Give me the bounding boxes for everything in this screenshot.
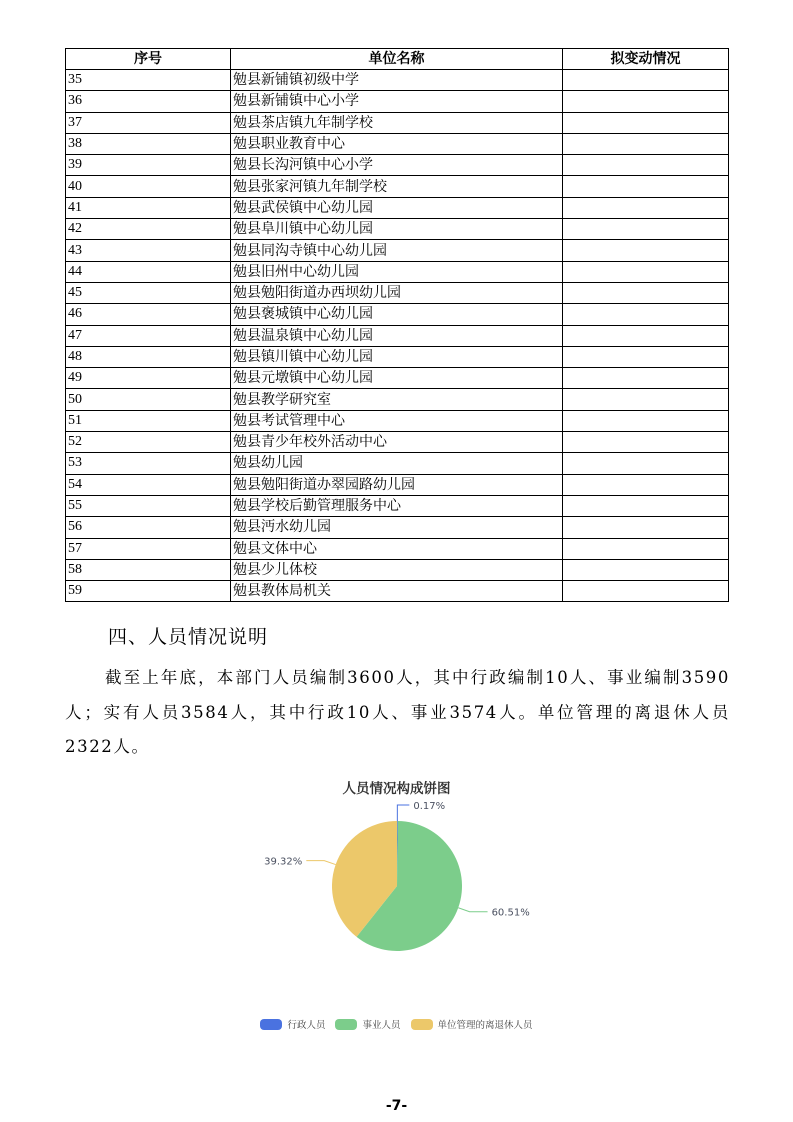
serial-cell: 58 bbox=[66, 559, 231, 580]
unit-name-cell: 勉县同沟寺镇中心幼儿园 bbox=[231, 240, 563, 261]
unit-name-cell: 勉县教体局机关 bbox=[231, 581, 563, 602]
table-row bbox=[66, 581, 729, 602]
unit-name-cell: 勉县张家河镇九年制学校 bbox=[231, 176, 563, 197]
table-row bbox=[66, 155, 729, 176]
serial-cell: 35 bbox=[66, 70, 231, 91]
change-cell bbox=[563, 112, 729, 133]
serial-cell: 56 bbox=[66, 517, 231, 538]
serial-cell: 57 bbox=[66, 538, 231, 559]
serial-cell: 55 bbox=[66, 495, 231, 516]
unit-name-cell: 勉县新铺镇中心小学 bbox=[231, 91, 563, 112]
serial-cell: 54 bbox=[66, 474, 231, 495]
change-cell bbox=[563, 282, 729, 303]
table-row bbox=[66, 70, 729, 91]
change-cell bbox=[563, 432, 729, 453]
change-cell bbox=[563, 474, 729, 495]
table-row bbox=[66, 559, 729, 580]
unit-name-cell: 勉县教学研究室 bbox=[231, 389, 563, 410]
change-cell bbox=[563, 304, 729, 325]
table-row bbox=[66, 91, 729, 112]
unit-name-cell: 勉县勉阳街道办西坝幼儿园 bbox=[231, 282, 563, 303]
unit-name-cell: 勉县茶店镇九年制学校 bbox=[231, 112, 563, 133]
pie-data-label: 60.51% bbox=[491, 907, 530, 919]
serial-cell: 40 bbox=[66, 176, 231, 197]
page-number: -7- bbox=[385, 1098, 408, 1114]
serial-cell: 51 bbox=[66, 410, 231, 431]
table-row bbox=[66, 410, 729, 431]
legend-swatch-icon bbox=[260, 1019, 282, 1030]
table-row bbox=[66, 176, 729, 197]
pie-leader-line bbox=[458, 908, 487, 912]
header-serial: 序号 bbox=[66, 49, 231, 70]
change-cell bbox=[563, 389, 729, 410]
serial-cell: 49 bbox=[66, 368, 231, 389]
unit-name-cell: 勉县沔水幼儿园 bbox=[231, 517, 563, 538]
table-row bbox=[66, 304, 729, 325]
unit-name-cell: 勉县温泉镇中心幼儿园 bbox=[231, 325, 563, 346]
table-row bbox=[66, 133, 729, 154]
table-row bbox=[66, 282, 729, 303]
units-table bbox=[65, 48, 729, 602]
legend-label: 单位管理的离退休人员 bbox=[437, 1020, 533, 1031]
table-row bbox=[66, 538, 729, 559]
unit-name-cell: 勉县褒城镇中心幼儿园 bbox=[231, 304, 563, 325]
unit-name-cell: 勉县幼儿园 bbox=[231, 453, 563, 474]
change-cell bbox=[563, 453, 729, 474]
serial-cell: 37 bbox=[66, 112, 231, 133]
unit-name-cell: 勉县长沟河镇中心小学 bbox=[231, 155, 563, 176]
table-row bbox=[66, 453, 729, 474]
table-row bbox=[66, 432, 729, 453]
unit-name-cell: 勉县旧州中心幼儿园 bbox=[231, 261, 563, 282]
table-row bbox=[66, 325, 729, 346]
pie-leader-line bbox=[306, 861, 335, 865]
serial-cell: 48 bbox=[66, 346, 231, 367]
unit-name-cell: 勉县阜川镇中心幼儿园 bbox=[231, 219, 563, 240]
unit-name-cell: 勉县武侯镇中心幼儿园 bbox=[231, 197, 563, 218]
serial-cell: 41 bbox=[66, 197, 231, 218]
unit-name-cell: 勉县考试管理中心 bbox=[231, 410, 563, 431]
table-row bbox=[66, 219, 729, 240]
table-row bbox=[66, 240, 729, 261]
change-cell bbox=[563, 219, 729, 240]
unit-name-cell: 勉县少儿体校 bbox=[231, 559, 563, 580]
change-cell bbox=[563, 70, 729, 91]
serial-cell: 43 bbox=[66, 240, 231, 261]
unit-name-cell: 勉县镇川镇中心幼儿园 bbox=[231, 346, 563, 367]
chart-title: 人员情况构成饼图 bbox=[342, 781, 451, 797]
serial-cell: 47 bbox=[66, 325, 231, 346]
legend-item[interactable] bbox=[335, 1017, 400, 1031]
legend-item[interactable] bbox=[411, 1017, 533, 1031]
pie-chart bbox=[250, 795, 550, 975]
unit-name-cell: 勉县学校后勤管理服务中心 bbox=[231, 495, 563, 516]
serial-cell: 52 bbox=[66, 432, 231, 453]
change-cell bbox=[563, 133, 729, 154]
table-row bbox=[66, 389, 729, 410]
unit-name-cell: 勉县青少年校外活动中心 bbox=[231, 432, 563, 453]
legend-swatch-icon bbox=[411, 1019, 433, 1030]
change-cell bbox=[563, 325, 729, 346]
change-cell bbox=[563, 410, 729, 431]
legend-label: 行政人员 bbox=[287, 1020, 326, 1031]
change-cell bbox=[563, 91, 729, 112]
serial-cell: 38 bbox=[66, 133, 231, 154]
table-row bbox=[66, 346, 729, 367]
change-cell bbox=[563, 559, 729, 580]
table-row bbox=[66, 495, 729, 516]
change-cell bbox=[563, 346, 729, 367]
header-unit-name: 单位名称 bbox=[231, 49, 563, 70]
legend-swatch-icon bbox=[335, 1019, 357, 1030]
table-row bbox=[66, 112, 729, 133]
legend-item[interactable] bbox=[260, 1017, 325, 1031]
table-row bbox=[66, 197, 729, 218]
table-row bbox=[66, 368, 729, 389]
table-row bbox=[66, 474, 729, 495]
legend-label: 事业人员 bbox=[362, 1020, 401, 1031]
change-cell bbox=[563, 155, 729, 176]
change-cell bbox=[563, 261, 729, 282]
header-planned-change: 拟变动情况 bbox=[563, 49, 729, 70]
change-cell bbox=[563, 581, 729, 602]
serial-cell: 59 bbox=[66, 581, 231, 602]
change-cell bbox=[563, 240, 729, 261]
unit-name-cell: 勉县职业教育中心 bbox=[231, 133, 563, 154]
serial-cell: 42 bbox=[66, 219, 231, 240]
serial-cell: 50 bbox=[66, 389, 231, 410]
serial-cell: 46 bbox=[66, 304, 231, 325]
serial-cell: 44 bbox=[66, 261, 231, 282]
unit-name-cell: 勉县元墩镇中心幼儿园 bbox=[231, 368, 563, 389]
unit-name-cell: 勉县新铺镇初级中学 bbox=[231, 70, 563, 91]
change-cell bbox=[563, 176, 729, 197]
pie-data-label: 39.32% bbox=[264, 856, 303, 868]
serial-cell: 53 bbox=[66, 453, 231, 474]
change-cell bbox=[563, 368, 729, 389]
unit-name-cell: 勉县文体中心 bbox=[231, 538, 563, 559]
staff-paragraph: 截至上年底，本部门人员编制3600人，其中行政编制10人、事业编制3590人；实有人员3584人，其中行政10人、事业3574人。单位管理的离退休人员2322人。 bbox=[65, 668, 730, 756]
change-cell bbox=[563, 517, 729, 538]
change-cell bbox=[563, 197, 729, 218]
pie-data-label: 0.17% bbox=[413, 801, 446, 812]
serial-cell: 45 bbox=[66, 282, 231, 303]
table-header-row bbox=[66, 49, 729, 70]
chart-legend bbox=[0, 1017, 793, 1031]
table-row bbox=[66, 261, 729, 282]
table-row bbox=[66, 517, 729, 538]
section-title: 四、人员情况说明 bbox=[108, 626, 269, 648]
serial-cell: 39 bbox=[66, 155, 231, 176]
change-cell bbox=[563, 538, 729, 559]
change-cell bbox=[563, 495, 729, 516]
pie-leader-line bbox=[397, 805, 409, 821]
unit-name-cell: 勉县勉阳街道办翠园路幼儿园 bbox=[231, 474, 563, 495]
serial-cell: 36 bbox=[66, 91, 231, 112]
